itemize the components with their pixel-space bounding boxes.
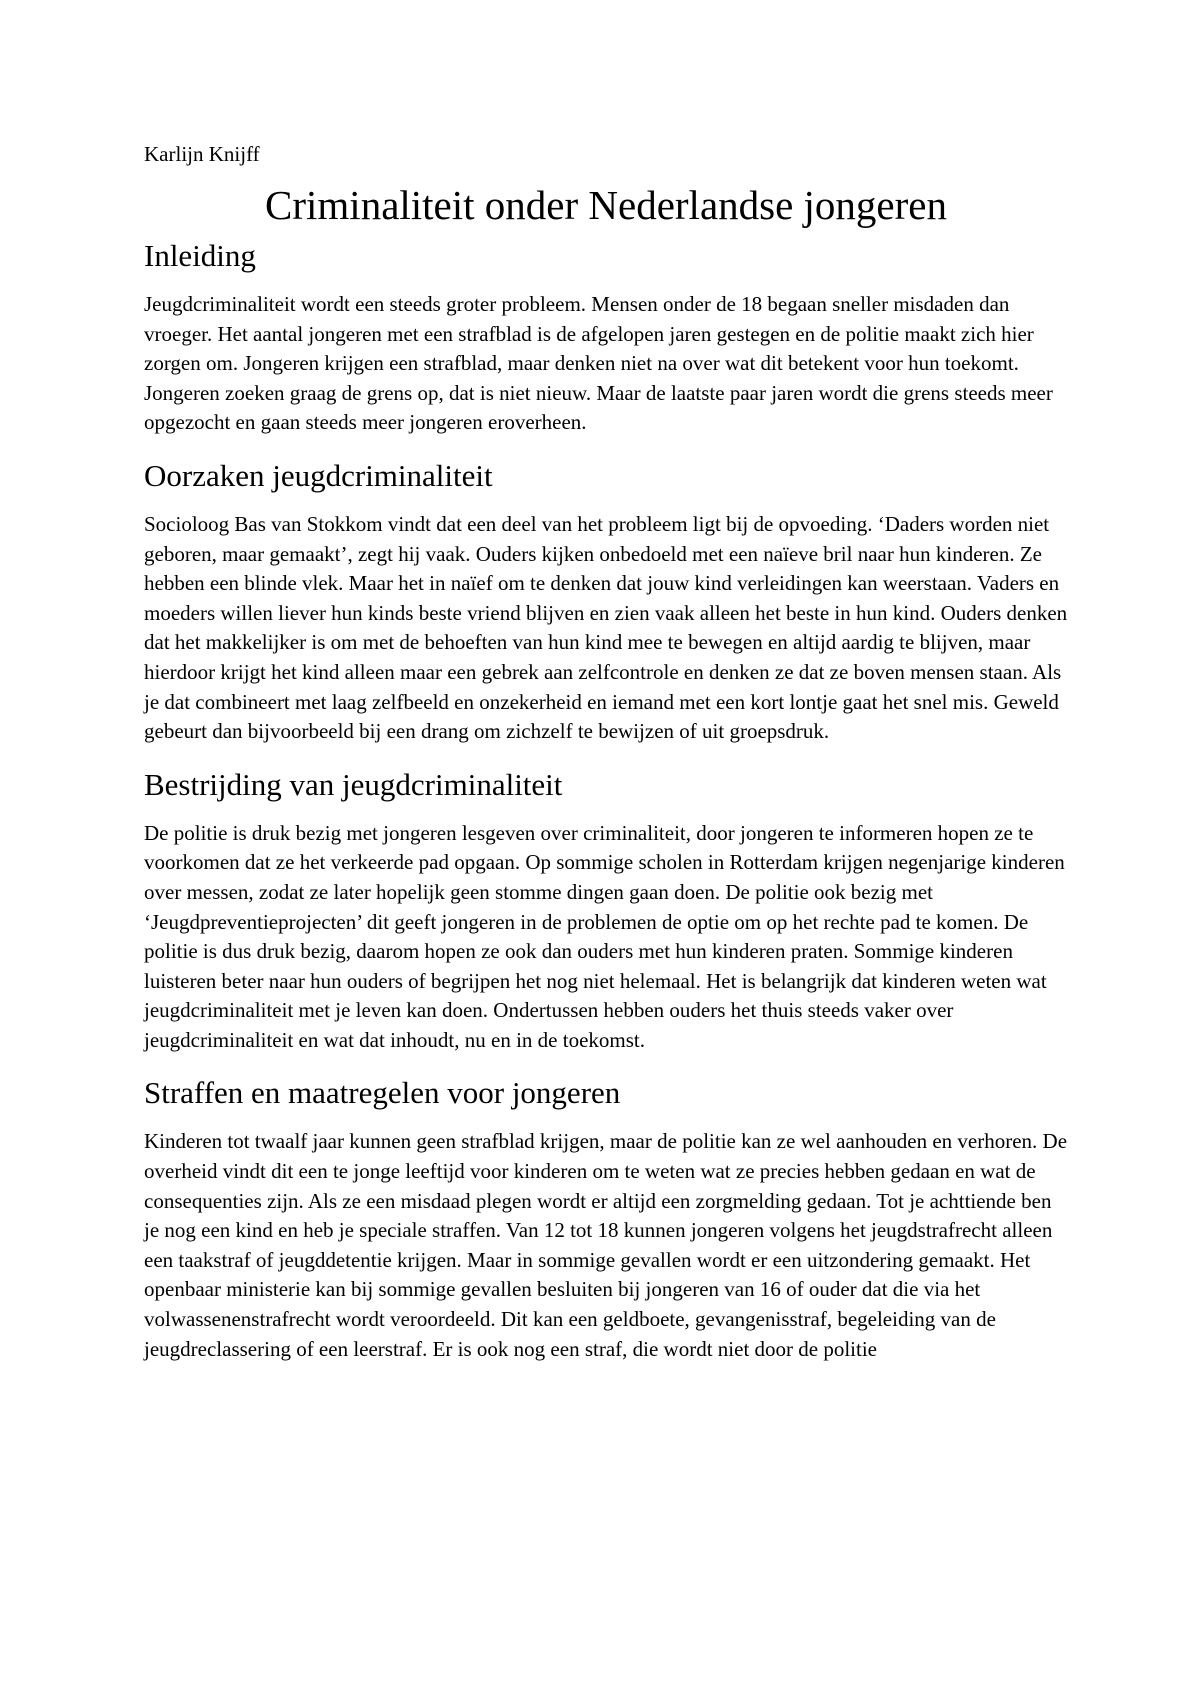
author-name: Karlijn Knijff <box>144 142 260 166</box>
section-heading-inleiding: Inleiding <box>144 238 256 273</box>
section-body-inleiding: Jeugdcriminaliteit wordt een steeds groter probleem. Mensen onder de 18 begaan sneller misdaden dan vroeger. Het aantal jongeren met een strafblad is de afgelopen jaren gestegen en de politie maakt zich hier zorgen om. Jongeren krijgen een strafblad, maar denken niet na over wat dit betekent voor hun toekomt. Jongeren zoeken graag de grens op, dat is niet nieuw. Maar de laatste paar jaren wordt die grens steeds meer opgezocht en gaan steeds meer jongeren eroverheen. <box>144 292 1053 435</box>
section-heading-bestrijding: Bestrijding van jeugdcriminaliteit <box>144 766 563 802</box>
document-content <box>144 140 1068 1382</box>
section-body-straffen: Kinderen tot twaalf jaar kunnen geen strafblad krijgen, maar de politie kan ze wel aanhouden en verhoren. De overheid vindt dit een te jonge leeftijd voor kinderen om te weten wat ze precies hebben gedaan en wat de consequenties zijn. Als ze een misdaad plegen wordt er altijd een zorgmelding gedaan. Tot je achttiende ben je nog een kind en heb je speciale straffen. Van 12 tot 18 kunnen jongeren volgens het jeugdstrafrecht alleen een taakstraf of jeugddetentie krijgen. Maar in sommige gevallen wordt er een uitzondering gemaakt. Het openbaar ministerie kan bij sommige gevallen besluiten bij jongeren van 16 of ouder dat die via het volwassenenstrafrecht wordt veroordeeld. Dit kan een geldboete, gevangenisstraf, begeleiding van de jeugdreclassering of een leerstraf. Er is ook nog een straf, die wordt niet door de politie <box>144 1129 1068 1361</box>
section-body-oorzaken: Socioloog Bas van Stokkom vindt dat een deel van het probleem ligt bij de opvoeding. ‘Daders worden niet geboren, maar gemaakt’, zegt hij vaak. Ouders kijken onbedoeld met een naïeve bril naar hun kinderen. Ze hebben een blinde vlek. Maar het in naïef om te denken dat jouw kind verleidingen kan weerstaan. Vaders en moeders willen liever hun kinds beste vriend blijven en zien vaak alleen het beste in hun kind. Ouders denken dat het makkelijker is om met de behoeften van hun kind mee te bewegen en altijd aardig te blijven, maar hierdoor krijgt het kind alleen maar een gebrek aan zelfcontrole en denken ze dat ze boven mensen staan. Als je dat combineert met laag zelfbeeld en onzekerheid en iemand met een kort lontje gaat het snel mis. Geweld gebeurt dan bijvoorbeeld bij een drang om zichzelf te bewijzen of uit groepsdruk. <box>144 511 1068 744</box>
section-heading-straffen: Straffen en maatregelen voor jongeren <box>144 1075 621 1111</box>
document-title: Criminaliteit onder Nederlandse jongeren <box>265 182 947 228</box>
section-body-bestrijding: De politie is druk bezig met jongeren lesgeven over criminaliteit, door jongeren te informeren hopen ze te voorkomen dat ze het verkeerde pad opgaan. Op sommige scholen in Rotterdam krijgen negenjarige kinderen over messen, zodat ze later hopelijk geen stomme dingen gaan doen. De politie ook bezig met ‘Jeugdpreventieprojecten’ dit geeft jongeren in de problemen de optie om op het rechte pad te komen. De politie is dus druk bezig, daarom hopen ze ook dan ouders met hun kinderen praten. Sommige kinderen luisteren beter naar hun ouders of begrijpen het nog niet helemaal. Het is belangrijk dat kinderen weten wat jeugdcriminaliteit met je leven kan doen. Ondertussen hebben ouders het thuis steeds vaker over jeugdcriminaliteit en wat dat inhoudt, nu en in de toekomst. <box>144 820 1065 1052</box>
section-heading-oorzaken: Oorzaken jeugdcriminaliteit <box>144 457 493 493</box>
